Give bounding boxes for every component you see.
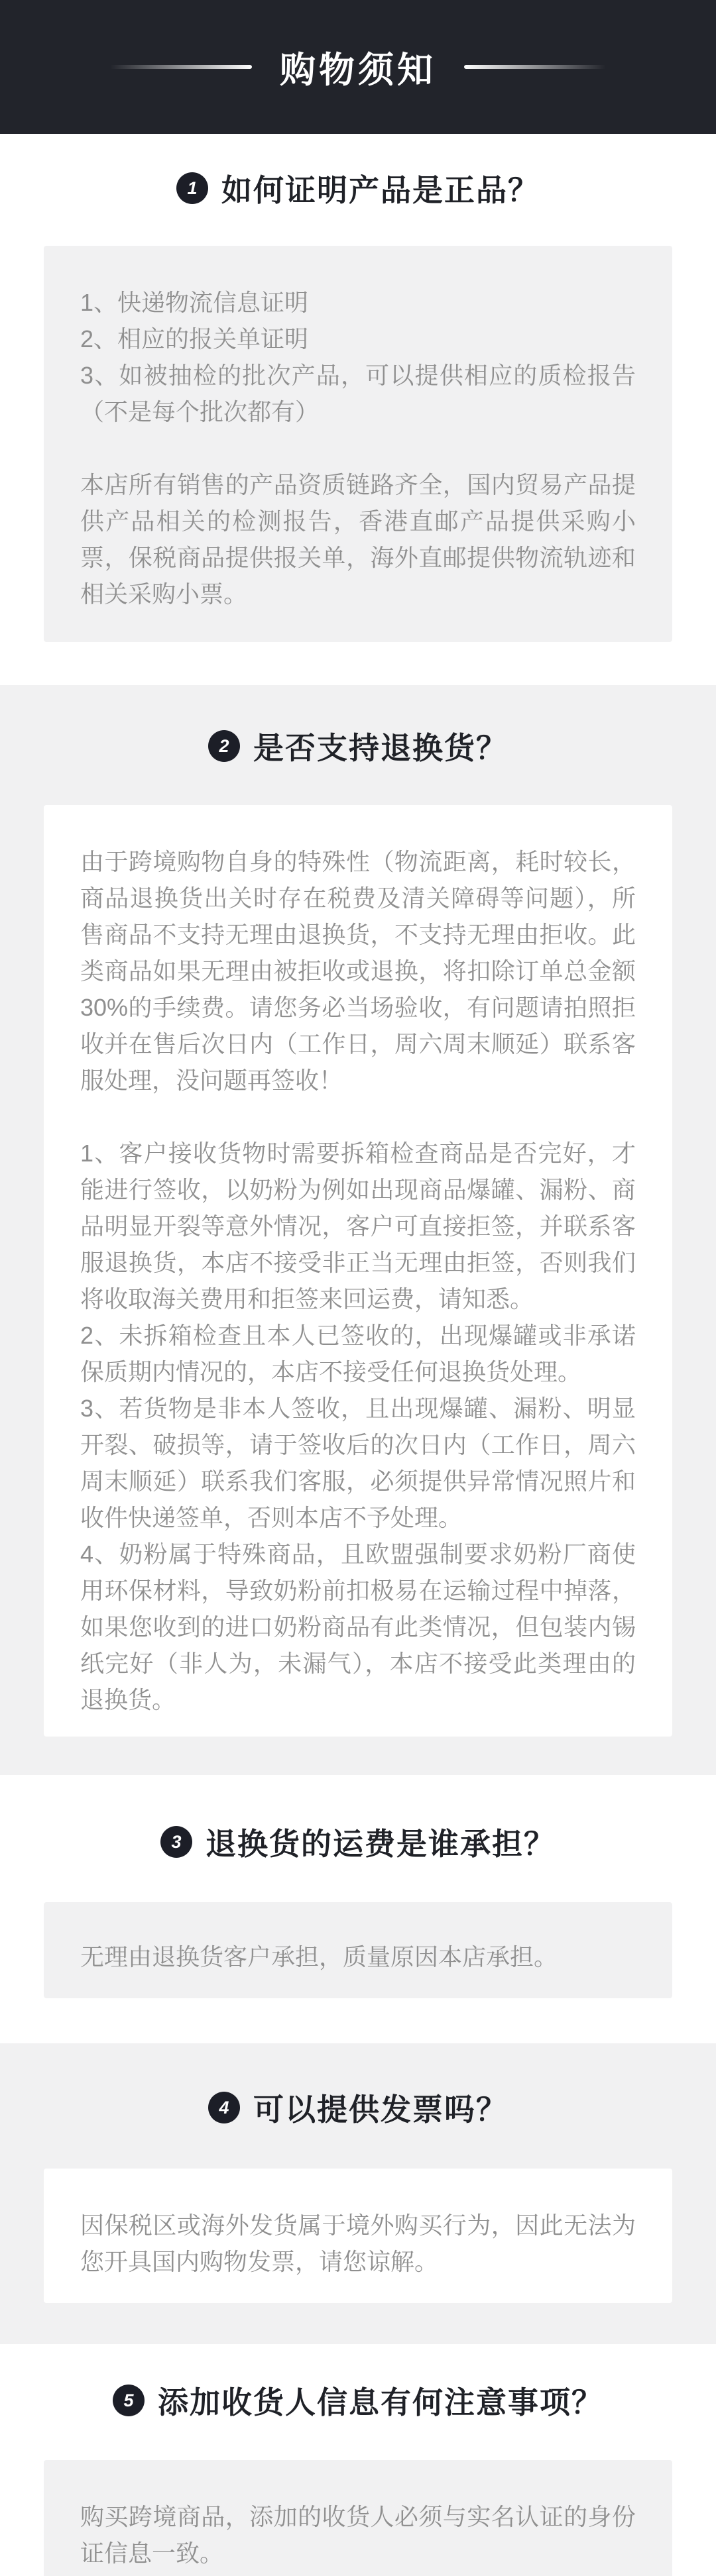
answer-text: 本店所有销售的产品资质链路齐全，国内贸易产品提供产品相关的检测报告，香港直邮产品提供采购小票，保税商品提供报关单，海外直邮提供物流轨迹和相关采购小票。	[80, 471, 636, 608]
badge-4-icon: 4	[208, 2092, 240, 2123]
section-4-band	[0, 2043, 716, 2344]
question-4-title: 可以提供发票吗？	[253, 2092, 508, 2127]
badge-2-icon: 2	[208, 730, 240, 762]
question-1-heading	[0, 166, 716, 210]
badge-5-icon: 5	[113, 2385, 145, 2416]
answer-text: 因保税区或海外发货属于境外购买行为，因此无法为您开具国内购物发票，请您谅解。	[80, 2212, 636, 2275]
question-5-title: 添加收货人信息有何注意事项？	[158, 2385, 603, 2420]
answer-text: 2、相应的报关单证明	[80, 325, 309, 352]
question-1-title: 如何证明产品是正品？	[221, 173, 540, 207]
answer-text: 3、若货物是非本人签收，且出现爆罐、漏粉、明显开裂、破损等，请于签收后的次日内（工作日，周六周末顺延）联系我们客服，必须提供异常情况照片和收件快递签单，否则本店不予处理。	[80, 1395, 636, 1531]
title-flourish-right-icon	[464, 65, 606, 69]
answer-3-panel	[44, 1902, 672, 1998]
question-2-heading	[0, 724, 716, 768]
answer-text: 由于跨境购物自身的特殊性（物流距离，耗时较长，商品退换货出关时存在税费及清关障碍等问题），所售商品不支持无理由退换货，不支持无理由拒收。此类商品如果无理由被拒收或退换，将扣除订单总金额30%的手续费。请您务必当场验收，有问题请拍照拒收并在售后次日内（工作日，周六周末顺延）联系客服处理，没问题再签收！	[80, 848, 636, 1094]
question-5-heading	[0, 2379, 716, 2422]
title-flourish-left-icon	[110, 65, 252, 69]
answer-text: 1、快递物流信息证明	[80, 289, 309, 316]
answer-text: 无理由退换货客户承担，质量原因本店承担。	[80, 1943, 558, 1970]
answer-text: 4、奶粉属于特殊商品，且欧盟强制要求奶粉厂商使用环保材料，导致奶粉前扣极易在运输过程中掉落，如果您收到的进口奶粉商品有此类情况，但包装内锡纸完好（非人为，未漏气），本店不接受此类理由的退换货。	[80, 1540, 636, 1713]
section-2-band	[0, 685, 716, 1775]
answer-text: 1、客户接收货物时需要拆箱检查商品是否完好，才能进行签收，以奶粉为例如出现商品爆罐、漏粉、商品明显开裂等意外情况，客户可直接拒签，并联系客服退换货，本店不接受非正当无理由拒签，否则我们将收取海关费用和拒签来回运费，请知悉。	[80, 1140, 636, 1313]
answer-1-panel	[44, 246, 672, 642]
badge-3-icon: 3	[160, 1826, 192, 1858]
badge-1-icon: 1	[176, 172, 208, 204]
answer-text: 2、未拆箱检查且本人已签收的，出现爆罐或非承诺保质期内情况的，本店不接受任何退换货处理。	[80, 1322, 636, 1385]
question-3-heading	[0, 1820, 716, 1864]
question-4-heading	[0, 2086, 716, 2129]
answer-2-panel	[44, 805, 672, 1737]
question-3-title: 退换货的运费是谁承担？	[206, 1827, 556, 1861]
answer-text: 购买跨境商品，添加的收货人必须与实名认证的身份证信息一致。	[80, 2503, 636, 2567]
answer-text: 3、如被抽检的批次产品，可以提供相应的质检报告（不是每个批次都有）	[80, 362, 636, 425]
answer-5-panel	[44, 2460, 672, 2576]
answer-4-panel	[44, 2169, 672, 2303]
header-banner	[0, 0, 716, 134]
page-title: 购物须知	[280, 50, 436, 90]
question-2-title: 是否支持退换货？	[253, 731, 508, 765]
